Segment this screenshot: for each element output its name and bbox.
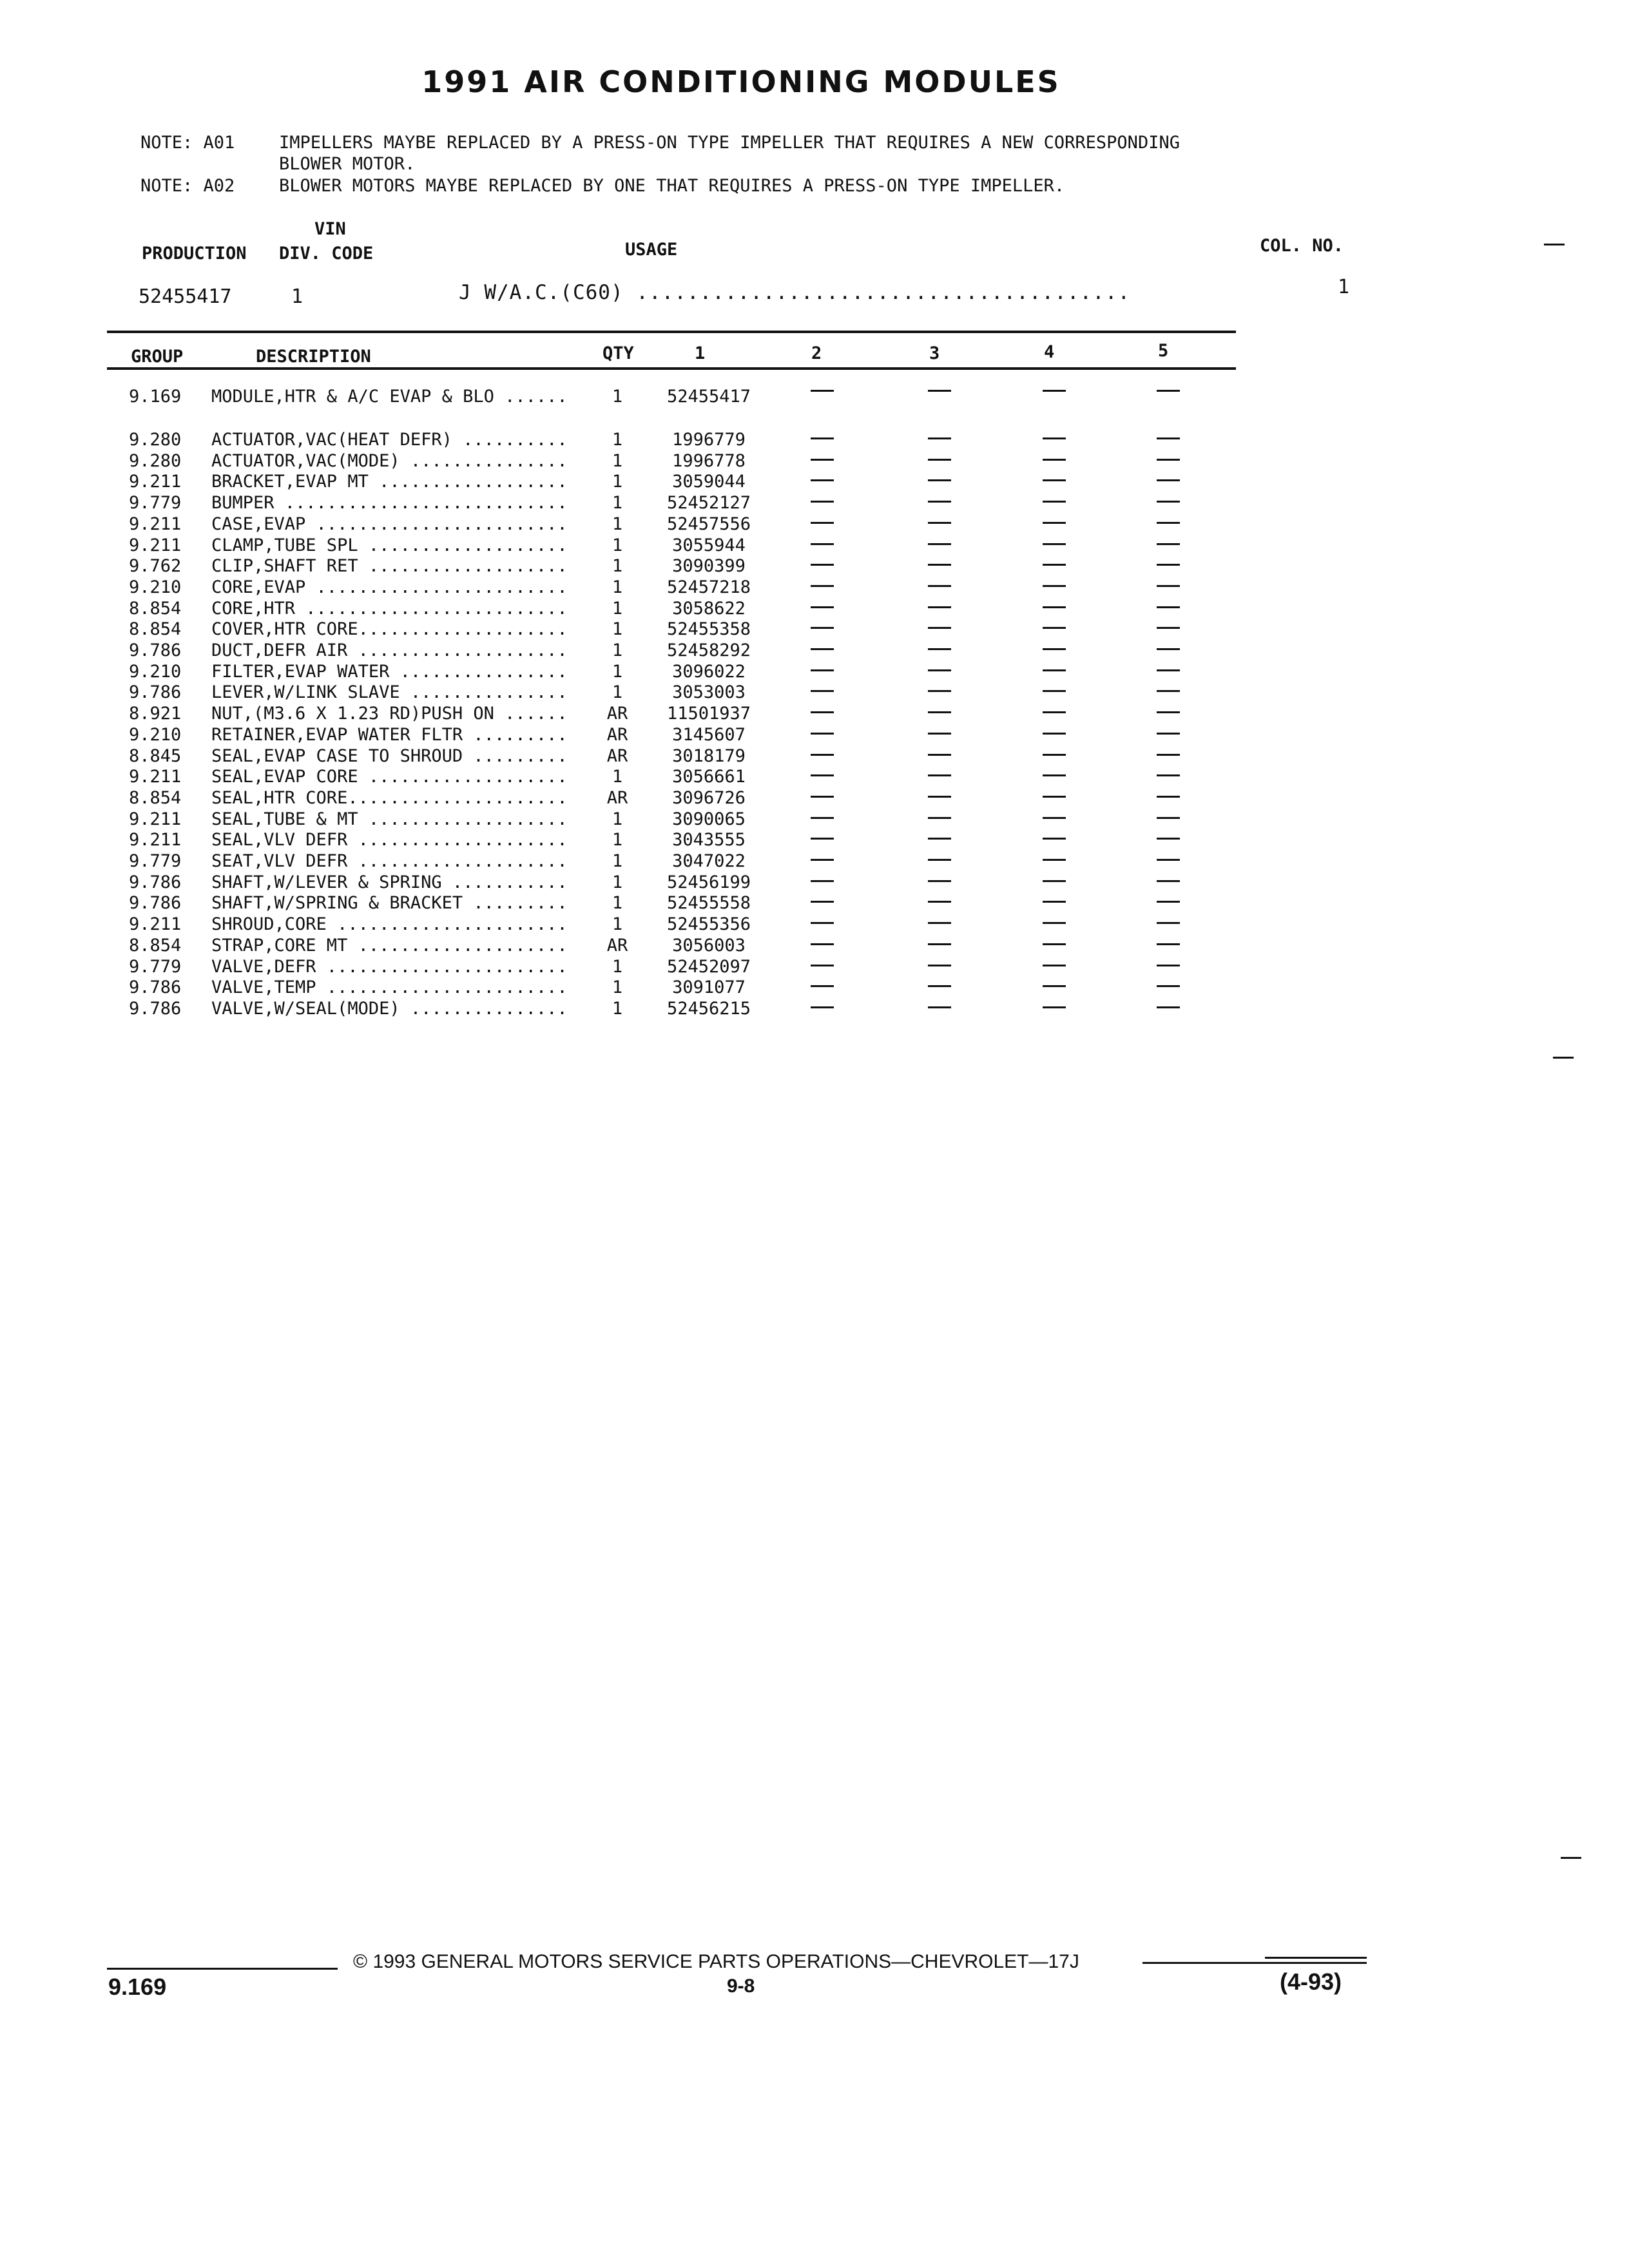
table-row <box>0 788 1629 809</box>
row-qty: 1 <box>612 556 623 576</box>
col3-dash <box>928 627 951 629</box>
col3-dash <box>928 543 951 545</box>
col5-dash <box>1157 564 1180 566</box>
col3-dash <box>928 564 951 566</box>
col3-dash <box>928 817 951 819</box>
row-qty: 1 <box>612 682 623 702</box>
row-description: ACTUATOR,VAC(HEAT DEFR) .......... <box>211 430 568 450</box>
col2-dash <box>811 437 834 439</box>
table-row <box>0 493 1629 514</box>
row-qty: AR <box>606 704 628 724</box>
col4-dash <box>1043 627 1066 629</box>
table-row <box>0 430 1629 451</box>
footer-group: 9.169 <box>108 1974 167 2000</box>
row-description: DUCT,DEFR AIR .................... <box>211 640 568 660</box>
col5-dash <box>1157 690 1180 692</box>
col4-dash <box>1043 648 1066 650</box>
row-description: SEAL,EVAP CORE ................... <box>211 767 568 787</box>
row-part-number: 52452097 <box>666 957 751 977</box>
row-description: ACTUATOR,VAC(MODE) ............... <box>211 451 568 471</box>
row-group: 9.211 <box>129 535 182 555</box>
row-group: 8.854 <box>129 788 182 808</box>
col4-dash <box>1043 711 1066 713</box>
row-group: 9.211 <box>129 472 182 492</box>
col-no-header: COL. NO. <box>1260 236 1344 256</box>
row-part-number: 52456199 <box>666 872 751 892</box>
row-description: CLAMP,TUBE SPL ................... <box>211 535 568 555</box>
row-qty: 1 <box>612 577 623 597</box>
col4-dash <box>1043 965 1066 966</box>
col4-dash <box>1043 437 1066 439</box>
row-part-number: 3096726 <box>672 788 746 808</box>
row-description: SEAL,TUBE & MT ................... <box>211 809 568 829</box>
col4-dash <box>1043 690 1066 692</box>
note-a01-text: IMPELLERS MAYBE REPLACED BY A PRESS-ON TYPE IMPELLER THAT REQUIRES A NEW CORRESPONDING <box>279 133 1180 153</box>
row-qty: 1 <box>612 999 623 1019</box>
row-qty: 1 <box>612 767 623 787</box>
col4-dash <box>1043 564 1066 566</box>
row-description: CASE,EVAP ........................ <box>211 514 568 534</box>
note-a01-label: NOTE: A01 <box>140 133 235 153</box>
col3-dash <box>928 985 951 987</box>
col2-dash <box>811 965 834 966</box>
row-part-number: 52457556 <box>666 514 751 534</box>
row-group: 8.854 <box>129 619 182 639</box>
row-qty: 1 <box>612 914 623 934</box>
note-a02 <box>0 175 1629 201</box>
col2-dash <box>811 479 834 481</box>
row-description: SHROUD,CORE ...................... <box>211 914 568 934</box>
table-row <box>0 451 1629 472</box>
col4-dash <box>1043 501 1066 503</box>
col4-dash <box>1043 459 1066 461</box>
col2-header: 2 <box>811 343 822 363</box>
table-row <box>0 514 1629 535</box>
row-group: 9.786 <box>129 682 182 702</box>
row-part-number: 3096022 <box>672 662 746 682</box>
col5-dash <box>1157 859 1180 861</box>
col3-dash <box>928 522 951 524</box>
col5-dash <box>1157 459 1180 461</box>
page-title: 1991 AIR CONDITIONING MODULES <box>421 64 1061 99</box>
col5-dash <box>1157 922 1180 924</box>
module-description: MODULE,HTR & A/C EVAP & BLO ...... <box>211 387 568 407</box>
qty-column-header: QTY <box>602 343 634 363</box>
col3-dash <box>928 838 951 840</box>
row-group: 9.786 <box>129 872 182 892</box>
production-header: PRODUCTION <box>142 244 247 264</box>
col5-dash <box>1157 817 1180 819</box>
row-qty: 1 <box>612 514 623 534</box>
row-qty: AR <box>606 936 628 956</box>
col3-dash <box>928 774 951 776</box>
row-qty: 1 <box>612 619 623 639</box>
row-group: 9.211 <box>129 830 182 850</box>
row-description: NUT,(M3.6 X 1.23 RD)PUSH ON ...... <box>211 704 568 724</box>
row-description: SEAL,EVAP CASE TO SHROUD ......... <box>211 746 568 766</box>
col4-dash <box>1043 880 1066 882</box>
col5-dash <box>1157 522 1180 524</box>
col4-dash <box>1043 859 1066 861</box>
col5-dash <box>1157 880 1180 882</box>
note-a01-text-continued: BLOWER MOTOR. <box>279 154 416 174</box>
col5-dash <box>1157 1006 1180 1008</box>
row-group: 9.211 <box>129 514 182 534</box>
col5-dash <box>1157 669 1180 671</box>
table-row <box>0 851 1629 872</box>
col4-dash <box>1043 943 1066 945</box>
row-group: 9.280 <box>129 430 182 450</box>
row-group: 9.762 <box>129 556 182 576</box>
col3-dash <box>928 479 951 481</box>
table-row <box>0 535 1629 557</box>
col4-dash <box>1043 838 1066 840</box>
col5-dash <box>1157 479 1180 481</box>
module-part-number: 52455417 <box>666 387 751 407</box>
row-description: LEVER,W/LINK SLAVE ............... <box>211 682 568 702</box>
table-row <box>0 936 1629 957</box>
col2-dash <box>811 859 834 861</box>
row-description: SHAFT,W/LEVER & SPRING ........... <box>211 872 568 892</box>
col3-dash <box>928 459 951 461</box>
row-qty: 1 <box>612 451 623 471</box>
table-row <box>0 977 1629 999</box>
table-row <box>0 556 1629 577</box>
row-description: SHAFT,W/SPRING & BRACKET ......... <box>211 893 568 913</box>
col3-dash <box>928 901 951 903</box>
col2-dash <box>811 585 834 587</box>
row-description: COVER,HTR CORE.................... <box>211 619 568 639</box>
col5-dash <box>1157 943 1180 945</box>
row-qty: 1 <box>612 430 623 450</box>
col5-dash <box>1157 733 1180 735</box>
col2-dash <box>811 985 834 987</box>
row-description: BUMPER ........................... <box>211 493 568 513</box>
col1-header: 1 <box>695 343 706 363</box>
col4-dash <box>1043 754 1066 756</box>
col3-dash <box>928 390 951 392</box>
col4-dash <box>1043 479 1066 481</box>
col4-dash <box>1043 1006 1066 1008</box>
row-part-number: 3056661 <box>672 767 746 787</box>
col4-dash <box>1043 543 1066 545</box>
row-group: 9.280 <box>129 451 182 471</box>
col2-dash <box>811 648 834 650</box>
table-row <box>0 662 1629 683</box>
note-a02-label: NOTE: A02 <box>140 176 235 196</box>
module-row <box>0 387 1629 408</box>
table-row <box>0 767 1629 788</box>
production-usage: J W/A.C.(C60) ....................................... <box>459 281 1131 304</box>
col5-dash <box>1157 606 1180 608</box>
col4-dash <box>1043 669 1066 671</box>
row-description: CORE,HTR ......................... <box>211 599 568 619</box>
col5-dash <box>1157 774 1180 776</box>
footer-copyright: © 1993 GENERAL MOTORS SERVICE PARTS OPERATIONS—CHEVROLET—17J <box>353 1951 1079 1972</box>
div-code-header: DIV. CODE <box>279 244 374 264</box>
row-part-number: 11501937 <box>666 704 751 724</box>
row-part-number: 1996778 <box>672 451 746 471</box>
row-group: 9.779 <box>129 493 182 513</box>
row-description: STRAP,CORE MT .................... <box>211 936 568 956</box>
col5-dash <box>1157 901 1180 903</box>
row-part-number: 52455356 <box>666 914 751 934</box>
group-column-header: GROUP <box>131 347 184 367</box>
table-row <box>0 872 1629 894</box>
col5-header: 5 <box>1158 341 1169 361</box>
row-part-number: 52456215 <box>666 999 751 1019</box>
col2-dash <box>811 796 834 798</box>
footer-date: (4-93) <box>1280 1968 1342 1995</box>
col4-header: 4 <box>1044 342 1055 362</box>
col2-dash <box>811 459 834 461</box>
row-qty: 1 <box>612 893 623 913</box>
table-row <box>0 577 1629 599</box>
col2-dash <box>811 922 834 924</box>
col3-dash <box>928 711 951 713</box>
row-qty: 1 <box>612 872 623 892</box>
col2-dash <box>811 390 834 392</box>
table-row <box>0 893 1629 914</box>
col4-dash <box>1043 922 1066 924</box>
row-part-number: 3043555 <box>672 830 746 850</box>
production-div: 1 <box>291 285 304 308</box>
row-description: SEAT,VLV DEFR .................... <box>211 851 568 871</box>
row-description: SEAL,VLV DEFR .................... <box>211 830 568 850</box>
col5-dash <box>1157 648 1180 650</box>
col4-dash <box>1043 796 1066 798</box>
row-group: 9.211 <box>129 767 182 787</box>
col3-dash <box>928 965 951 966</box>
col2-dash <box>811 817 834 819</box>
row-group: 9.211 <box>129 809 182 829</box>
col3-dash <box>928 437 951 439</box>
col5-dash <box>1157 543 1180 545</box>
row-part-number: 3145607 <box>672 725 746 745</box>
col5-dash <box>1157 985 1180 987</box>
row-description: CORE,EVAP ........................ <box>211 577 568 597</box>
row-description: RETAINER,EVAP WATER FLTR ......... <box>211 725 568 745</box>
row-description: SEAL,HTR CORE..................... <box>211 788 568 808</box>
col4-dash <box>1043 390 1066 392</box>
footer-rule-right <box>1142 1962 1367 1964</box>
row-part-number: 52452127 <box>666 493 751 513</box>
row-part-number: 52455358 <box>666 619 751 639</box>
col4-dash <box>1043 985 1066 987</box>
row-group: 9.786 <box>129 640 182 660</box>
col4-dash <box>1043 774 1066 776</box>
col4-dash <box>1043 901 1066 903</box>
row-qty: AR <box>606 725 628 745</box>
table-row <box>0 619 1629 640</box>
col3-header: 3 <box>929 343 940 363</box>
col3-dash <box>928 733 951 735</box>
row-group: 9.786 <box>129 893 182 913</box>
col5-dash <box>1157 965 1180 966</box>
col2-dash <box>811 543 834 545</box>
row-qty: 1 <box>612 640 623 660</box>
col5-dash <box>1157 796 1180 798</box>
row-description: VALVE,TEMP ....................... <box>211 977 568 997</box>
row-qty: 1 <box>612 830 623 850</box>
usage-header: USAGE <box>625 240 678 260</box>
row-group: 9.211 <box>129 914 182 934</box>
row-part-number: 3090399 <box>672 556 746 576</box>
col3-dash <box>928 943 951 945</box>
row-description: BRACKET,EVAP MT .................. <box>211 472 568 492</box>
table-row <box>0 682 1629 704</box>
table-top-rule <box>107 331 1236 333</box>
table-row <box>0 725 1629 746</box>
row-group: 9.779 <box>129 851 182 871</box>
row-qty: 1 <box>612 977 623 997</box>
col5-dash <box>1157 501 1180 503</box>
table-row <box>0 704 1629 725</box>
table-row <box>0 599 1629 620</box>
col3-dash <box>928 880 951 882</box>
col5-dash <box>1157 585 1180 587</box>
col5-dash <box>1157 754 1180 756</box>
row-part-number: 3047022 <box>672 851 746 871</box>
col4-dash <box>1043 606 1066 608</box>
row-group: 9.786 <box>129 977 182 997</box>
row-group: 9.210 <box>129 577 182 597</box>
col4-dash <box>1043 733 1066 735</box>
table-row <box>0 640 1629 662</box>
row-description: VALVE,DEFR ....................... <box>211 957 568 977</box>
description-column-header: DESCRIPTION <box>256 347 371 367</box>
col3-dash <box>928 796 951 798</box>
col2-dash <box>811 838 834 840</box>
col2-dash <box>811 627 834 629</box>
row-qty: 1 <box>612 957 623 977</box>
col2-dash <box>811 501 834 503</box>
row-part-number: 3056003 <box>672 936 746 956</box>
col5-dash <box>1157 627 1180 629</box>
row-group: 8.854 <box>129 599 182 619</box>
table-row <box>0 999 1629 1020</box>
col3-dash <box>928 1006 951 1008</box>
row-group: 9.210 <box>129 725 182 745</box>
row-part-number: 3058622 <box>672 599 746 619</box>
row-group: 8.845 <box>129 746 182 766</box>
row-group: 8.921 <box>129 704 182 724</box>
col5-dash <box>1157 711 1180 713</box>
note-a01 <box>0 132 1629 177</box>
row-group: 8.854 <box>129 936 182 956</box>
row-qty: 1 <box>612 809 623 829</box>
row-qty: 1 <box>612 662 623 682</box>
col2-dash <box>811 754 834 756</box>
col3-dash <box>928 669 951 671</box>
col2-dash <box>811 880 834 882</box>
footer-rule-left <box>107 1968 338 1970</box>
col3-dash <box>928 754 951 756</box>
col2-dash <box>811 901 834 903</box>
row-qty: 1 <box>612 851 623 871</box>
col2-dash <box>811 669 834 671</box>
row-qty: 1 <box>612 472 623 492</box>
col4-dash <box>1043 817 1066 819</box>
note-a02-text: BLOWER MOTORS MAYBE REPLACED BY ONE THAT REQUIRES A PRESS-ON TYPE IMPELLER. <box>279 176 1065 196</box>
row-part-number: 3090065 <box>672 809 746 829</box>
margin-mark <box>1544 244 1565 245</box>
row-qty: 1 <box>612 535 623 555</box>
row-description: CLIP,SHAFT RET ................... <box>211 556 568 576</box>
row-qty: 1 <box>612 493 623 513</box>
margin-mark <box>1553 1057 1574 1059</box>
row-part-number: 3059044 <box>672 472 746 492</box>
row-description: FILTER,EVAP WATER ................ <box>211 662 568 682</box>
col4-dash <box>1043 522 1066 524</box>
row-part-number: 52457218 <box>666 577 751 597</box>
row-part-number: 3053003 <box>672 682 746 702</box>
footer-page-number: 9-8 <box>727 1975 755 1997</box>
margin-mark <box>1561 1857 1581 1859</box>
col3-dash <box>928 606 951 608</box>
row-part-number: 3055944 <box>672 535 746 555</box>
row-group: 9.210 <box>129 662 182 682</box>
row-qty: AR <box>606 746 628 766</box>
table-row <box>0 957 1629 978</box>
table-row <box>0 914 1629 936</box>
row-part-number: 1996779 <box>672 430 746 450</box>
col5-dash <box>1157 838 1180 840</box>
col2-dash <box>811 690 834 692</box>
col3-dash <box>928 922 951 924</box>
col2-dash <box>811 774 834 776</box>
row-description: VALVE,W/SEAL(MODE) ............... <box>211 999 568 1019</box>
table-row <box>0 830 1629 851</box>
row-part-number: 52455558 <box>666 893 751 913</box>
col2-dash <box>811 943 834 945</box>
col2-dash <box>811 711 834 713</box>
col2-dash <box>811 733 834 735</box>
table-header-rule <box>107 367 1236 370</box>
production-number: 52455417 <box>139 285 232 308</box>
col3-dash <box>928 585 951 587</box>
col3-dash <box>928 501 951 503</box>
col3-dash <box>928 648 951 650</box>
table-row <box>0 746 1629 767</box>
module-qty: 1 <box>612 387 623 407</box>
col4-dash <box>1043 585 1066 587</box>
col2-dash <box>811 522 834 524</box>
row-group: 9.786 <box>129 999 182 1019</box>
col3-dash <box>928 859 951 861</box>
col3-dash <box>928 690 951 692</box>
footer-rule-right-upper <box>1265 1957 1367 1959</box>
module-group: 9.169 <box>129 387 182 407</box>
col2-dash <box>811 1006 834 1008</box>
col5-dash <box>1157 390 1180 392</box>
vin-header: VIN <box>314 219 346 239</box>
row-group: 9.779 <box>129 957 182 977</box>
row-part-number: 3018179 <box>672 746 746 766</box>
row-qty: AR <box>606 788 628 808</box>
row-part-number: 52458292 <box>666 640 751 660</box>
row-qty: 1 <box>612 599 623 619</box>
table-row <box>0 472 1629 493</box>
col5-dash <box>1157 437 1180 439</box>
table-row <box>0 809 1629 831</box>
production-col: 1 <box>1338 276 1350 298</box>
col2-dash <box>811 606 834 608</box>
row-part-number: 3091077 <box>672 977 746 997</box>
col2-dash <box>811 564 834 566</box>
